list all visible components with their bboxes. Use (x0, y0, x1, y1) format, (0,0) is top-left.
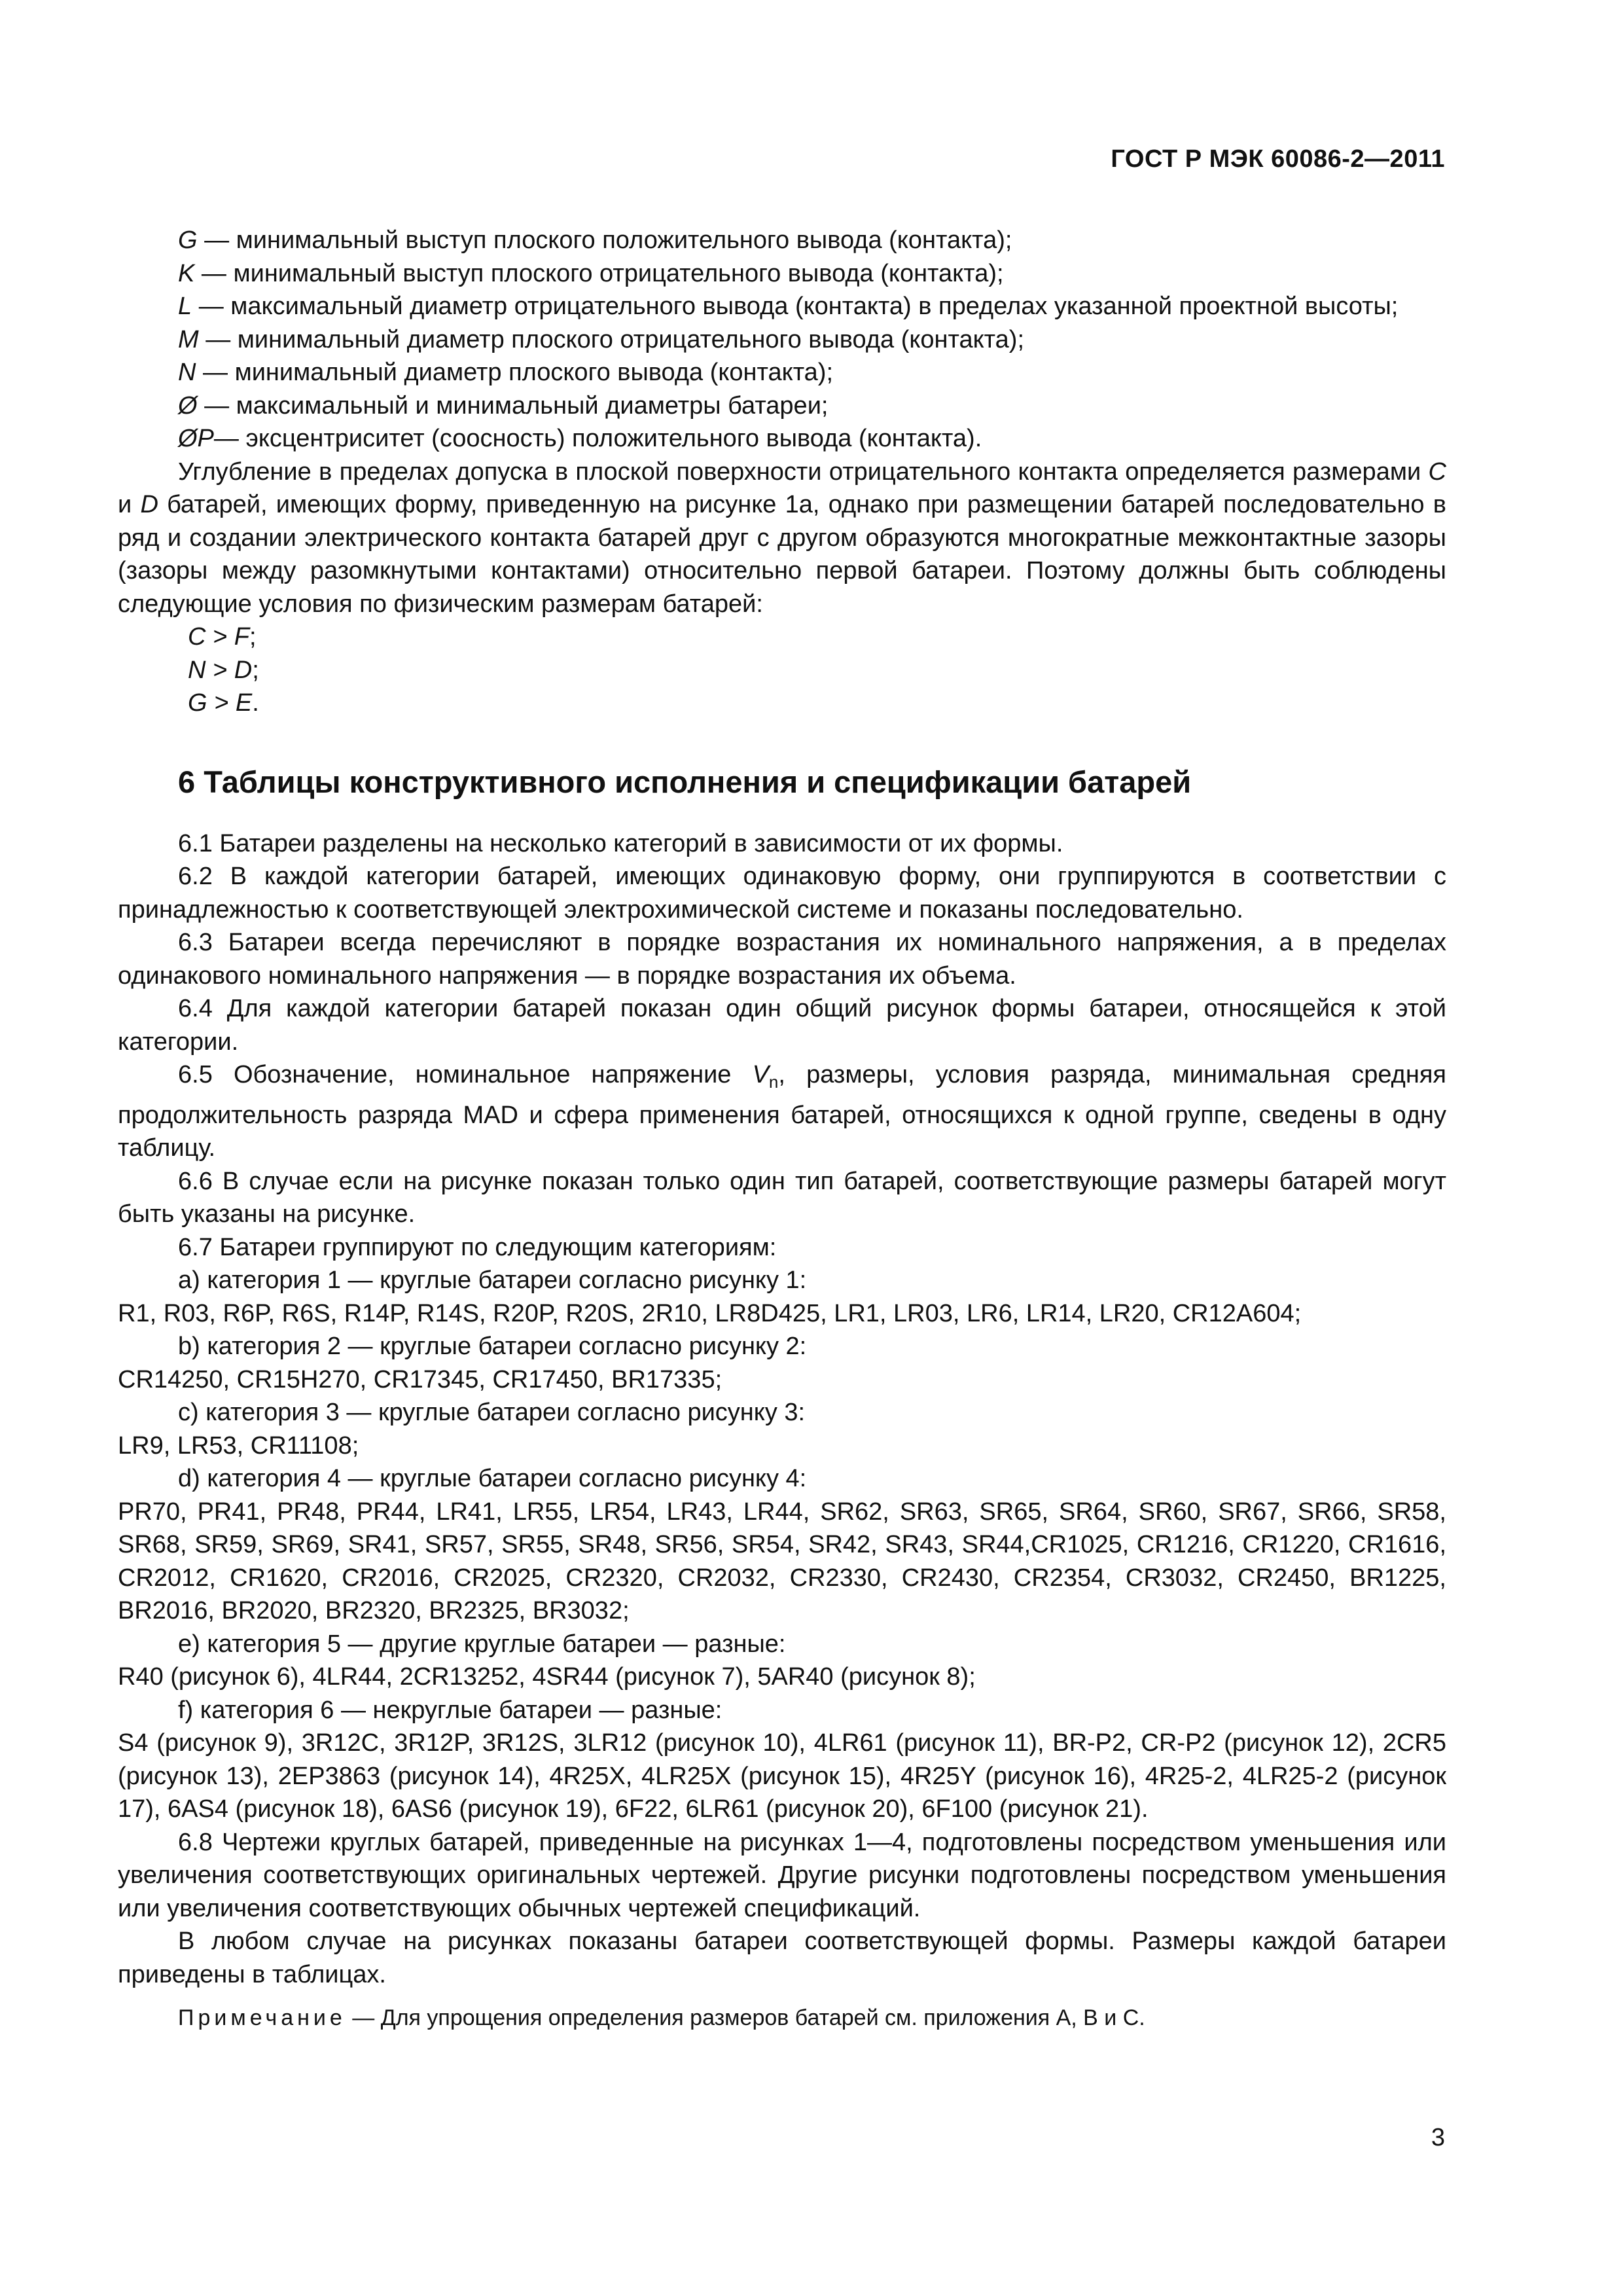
category-d-list: PR70, PR41, PR48, PR44, LR41, LR55, LR54, LR43, LR44, SR62, SR63, SR65, SR64, SR60, SR67, SR66, SR58, SR68, SR59, SR69, SR41, SR57, SR55, SR48, SR56, SR54, SR42, SR43, SR44,CR1025, CR1216, CR1220, CR1616, CR2012, CR1620, CR2016, CR2025, CR2320, CR2032, CR2330, CR2430, CR2354, CR3032, CR2450, BR1225, BR2016, BR2020, BR2320, BR2325, BR3032; (118, 1498, 1446, 1624)
category-e: e) категория 5 — другие круглые батареи — разные: (178, 1630, 786, 1658)
paragraph-6-7: 6.7 Батареи группируют по следующим категориям: (178, 1233, 777, 1261)
definition-m (118, 323, 1446, 357)
page-content (118, 224, 1446, 2033)
condition-expr: C > F (188, 623, 249, 651)
condition-n-d (118, 654, 1446, 687)
category-f: f) категория 6 — некруглые батареи — разные: (178, 1696, 722, 1724)
paragraph-6-1: 6.1 Батареи разделены на несколько категорий в зависимости от их формы. (178, 829, 1063, 857)
note (118, 2003, 1446, 2033)
category-b: b) категория 2 — круглые батареи согласно рисунку 2: (178, 1333, 807, 1360)
punctuation: . (252, 689, 259, 717)
condition-c-f (118, 620, 1446, 654)
punctuation: ; (252, 656, 259, 684)
condition-expr: N > D (188, 656, 253, 684)
punctuation: ; (249, 623, 257, 651)
definition-g (118, 224, 1446, 257)
definition-text: — минимальный выступ плоского положительного вывода (контакта); (197, 226, 1012, 254)
paragraph-6-4: 6.4 Для каждой категории батарей показан один общий рисунок формы батареи, относящейся к этой категории. (118, 995, 1446, 1056)
definition-text: — минимальный диаметр плоского вывода (контакта); (196, 359, 834, 386)
text-run: , размеры, условия разряда, минимальная средняя продолжительность разряда MAD и сфера применения батарей, относящихся к одной группе, сведены в одну таблицу. (118, 1061, 1446, 1162)
category-d: d) категория 4 — круглые батареи согласно рисунку 4: (178, 1465, 807, 1492)
text-run: батарей, имеющих форму, приведенную на рисунке 1а, однако при размещении батарей последовательно в ряд и создании электрического контакта батарей друг с другом образуются многократные межконтактные зазоры (зазоры между разомкнутыми контактами) относительно первой батареи. Поэтому должны быть соблюдены следующие условия по физическим размерам батарей: (118, 491, 1446, 618)
category-e-list: R40 (рисунок 6), 4LR44, 2CR13252, 4SR44 (рисунок 7), 5AR40 (рисунок 8); (118, 1663, 976, 1691)
condition-g-e (118, 687, 1446, 720)
note-label: Примечание (178, 2005, 346, 2030)
symbol: V (752, 1061, 769, 1088)
page-number: 3 (1431, 2124, 1445, 2151)
document-header: ГОСТ Р МЭК 60086-2—2011 (1111, 145, 1445, 173)
definition-text: — минимальный диаметр плоского отрицательного вывода (контакта); (198, 325, 1025, 353)
definition-n (118, 356, 1446, 389)
definition-k (118, 257, 1446, 291)
definition-text: — максимальный и минимальный диаметры батареи; (197, 391, 829, 420)
section-heading: 6 Таблицы конструктивного исполнения и спецификации батарей (178, 764, 1192, 799)
symbol: L (178, 293, 192, 320)
paragraph-any-case: В любом случае на рисунках показаны батареи соответствующей формы. Размеры каждой батареи приведены в таблицах. (118, 1928, 1446, 1988)
symbol: C (1428, 457, 1446, 486)
symbol: M (178, 325, 199, 353)
text-run: 6.5 Обозначение, номинальное напряжение (178, 1061, 753, 1088)
symbol: G (178, 226, 198, 254)
symbol: Ø (178, 391, 198, 420)
recess-paragraph (118, 456, 1446, 621)
text-run: и (118, 491, 141, 518)
category-b-list: CR14250, CR15H270, CR17345, CR17450, BR17335; (118, 1365, 722, 1393)
paragraph-6-5 (118, 1058, 1446, 1165)
category-c: c) категория 3 — круглые батареи согласно рисунку 3: (178, 1399, 806, 1426)
category-a: a) категория 1 — круглые батареи согласно рисунку 1: (178, 1266, 807, 1294)
category-a-list: R1, R03, R6P, R6S, R14P, R14S, R20P, R20S, 2R10, LR8D425, LR1, LR03, LR6, LR14, LR20, CR12A604; (118, 1299, 1302, 1327)
subscript: n (768, 1072, 779, 1092)
paragraph-6-2: 6.2 В каждой категории батарей, имеющих одинаковую форму, они группируются в соответствии с принадлежностью к соответствующей электрохимической системе и показаны последовательно. (118, 863, 1446, 924)
definition-eccentricity (118, 422, 1446, 456)
symbol: ØP (178, 425, 214, 452)
note-text: — Для упрощения определения размеров батарей см. приложения А, В и С. (346, 2005, 1145, 2030)
definition-text: — эксцентриситет (соосность) положительного вывода (контакта). (213, 425, 982, 452)
category-f-list: S4 (рисунок 9), 3R12C, 3R12P, 3R12S, 3LR12 (рисунок 10), 4LR61 (рисунок 11), BR-P2, CR-P2 (рисунок 12), 2CR5 (рисунок 13), 2EP3863 (рисунок 14), 4R25X, 4LR25X (рисунок 15), 4R25Y (рисунок 16), 4R25-2, 4LR25-2 (рисунок 17), 6AS4 (рисунок 18), 6AS6 (рисунок 19), 6F22, 6LR61 (рисунок 20), 6F100 (рисунок 21). (118, 1729, 1446, 1823)
paragraph-6-6: 6.6 В случае если на рисунке показан только один тип батарей, соответствующие размеры батарей могут быть указаны на рисунке. (118, 1167, 1446, 1228)
category-c-list: LR9, LR53, CR11108; (118, 1431, 359, 1460)
symbol: N (178, 359, 196, 386)
paragraph-6-8: 6.8 Чертежи круглых батарей, приведенные на рисунках 1—4, подготовлены посредством уменьшения или увеличения соответствующих оригинальных чертежей. Другие рисунки подготовлены посредством уменьшения или увеличения соответствующих обычных чертежей спецификаций. (118, 1828, 1446, 1922)
symbol: D (140, 491, 158, 518)
definition-text: — минимальный выступ плоского отрицательного вывода (контакта); (194, 259, 1004, 287)
definition-l (118, 290, 1446, 323)
definition-text: — максимальный диаметр отрицательного вывода (контакта) в пределах указанной проектной высоты; (192, 293, 1399, 320)
paragraph-6-3: 6.3 Батареи всегда перечисляют в порядке возрастания их номинального напряжения, а в пределах одинакового номинального напряжения — в порядке возрастания их объема. (118, 929, 1446, 990)
condition-expr: G > E (188, 689, 253, 717)
symbol: K (178, 259, 195, 287)
text-run: Углубление в пределах допуска в плоской поверхности отрицательного контакта определяется размерами (178, 457, 1429, 486)
definition-diameter (118, 389, 1446, 423)
